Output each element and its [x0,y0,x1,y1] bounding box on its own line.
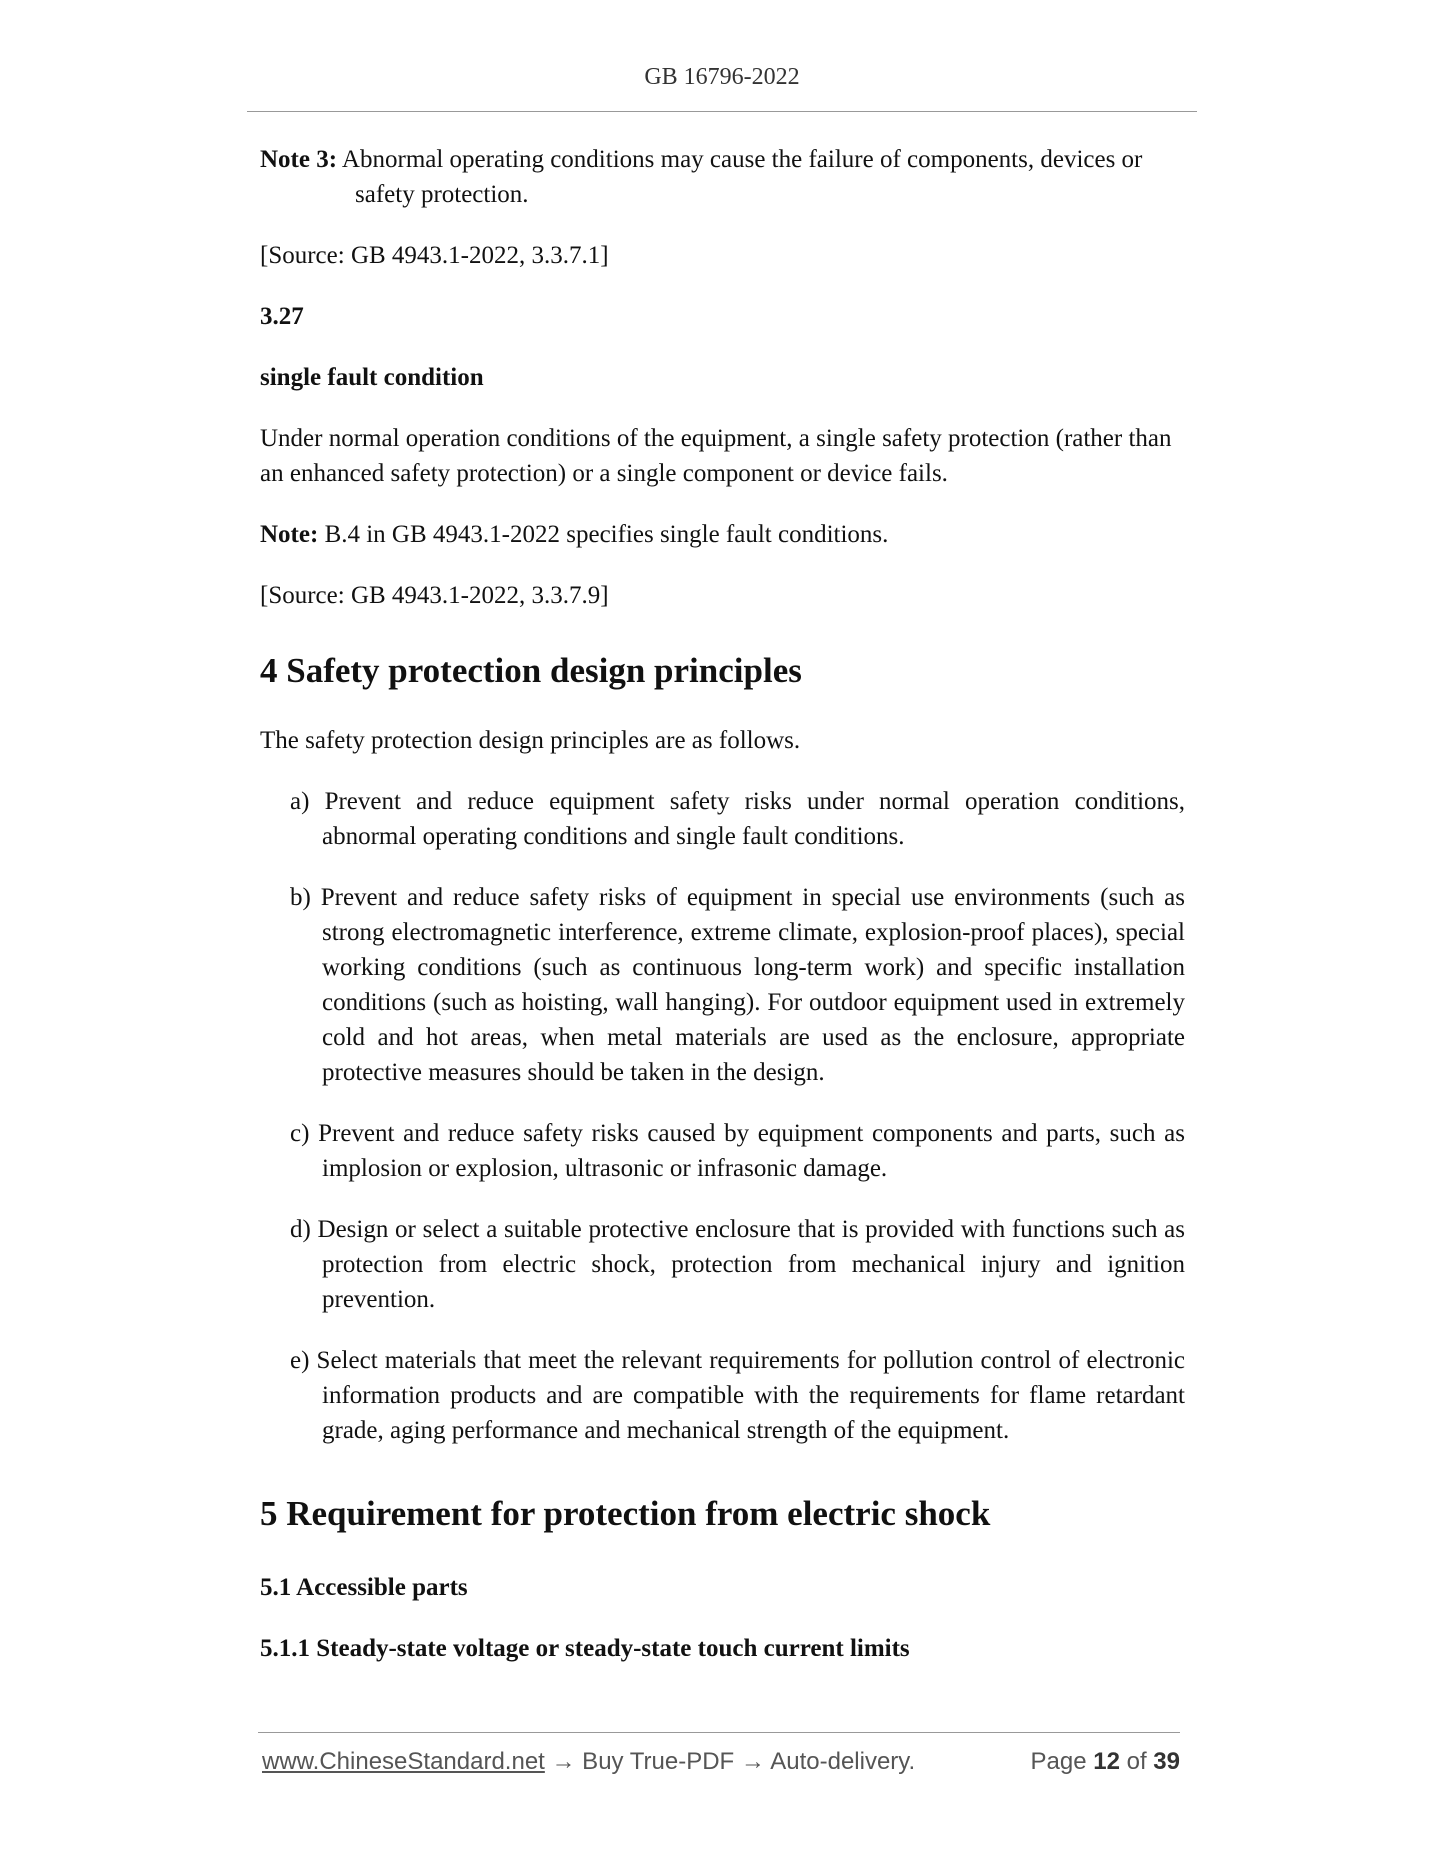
of-label: of [1119,1748,1154,1775]
page-total: 39 [1153,1748,1180,1775]
page-indicator [1031,1748,1180,1776]
term-name: single fault condition [260,364,484,391]
list-item: d) Design or select a suitable protective enclosure that is provided with functions such as protection from electric shock, protection from mechanical injury and ignition prevention. [290,1216,1185,1313]
subsection-5-1-1-heading: 5.1.1 Steady-state voltage or steady-state touch current limits [260,1635,910,1662]
page-footer [262,1748,1180,1776]
term-definition: Under normal operation conditions of the equipment, a single safety protection (rather than an enhanced safety protection) or a single component or device fails. [260,425,1172,487]
note-3-text: Abnormal operating conditions may cause the failure of components, devices or safety protection. [337,146,1143,208]
term-note [260,517,1185,552]
section-4-intro: The safety protection design principles are as follows. [260,727,801,754]
header-divider [247,111,1197,112]
section-5-heading: 5 Requirement for protection from electric shock [260,1494,991,1533]
term-number: 3.27 [260,303,304,330]
footer-tagline: → Buy True-PDF → Auto-delivery. [544,1748,916,1775]
list-item: c) Prevent and reduce safety risks caused by equipment components and parts, such as implosion or explosion, ultrasonic or infrasonic damage. [290,1120,1185,1182]
footer-divider [258,1732,1180,1733]
page-number: 12 [1093,1748,1120,1775]
page-header: GB 16796-2022 [644,64,800,90]
document-body [260,142,1185,1692]
list-item: e) Select materials that meet the relevant requirements for pollution control of electronic information products and are compatible with the requirements for flame retardant grade, aging performance and mechanical strength of the equipment. [290,1347,1185,1444]
subsection-5-1-heading: 5.1 Accessible parts [260,1574,468,1601]
note-3 [260,142,1185,212]
list-item: a) Prevent and reduce equipment safety risks under normal operation conditions, abnormal operating conditions and single fault conditions. [290,788,1185,850]
term-note-text: B.4 in GB 4943.1-2022 specifies single fault conditions. [318,521,889,548]
design-principles-list [260,784,1185,1448]
page-label: Page [1030,1748,1094,1775]
source-citation-2: [Source: GB 4943.1-2022, 3.3.7.9] [260,582,609,609]
note-3-label: Note 3: [260,146,338,173]
list-item: b) Prevent and reduce safety risks of equipment in special use environments (such as strong electromagnetic interference, extreme climate, explosion-proof places), special working conditions (such as continuous long-term work) and specific installation conditions (such as hoisting, wall hanging). For outdoor equipment used in extremely cold and hot areas, when metal materials are used as the enclosure, appropriate protective measures should be taken in the design. [290,884,1185,1086]
source-citation-1: [Source: GB 4943.1-2022, 3.3.7.1] [260,242,609,269]
term-note-label: Note: [260,521,319,548]
website-link[interactable]: www.ChineseStandard.net [262,1748,545,1775]
section-4-heading: 4 Safety protection design principles [260,651,802,690]
